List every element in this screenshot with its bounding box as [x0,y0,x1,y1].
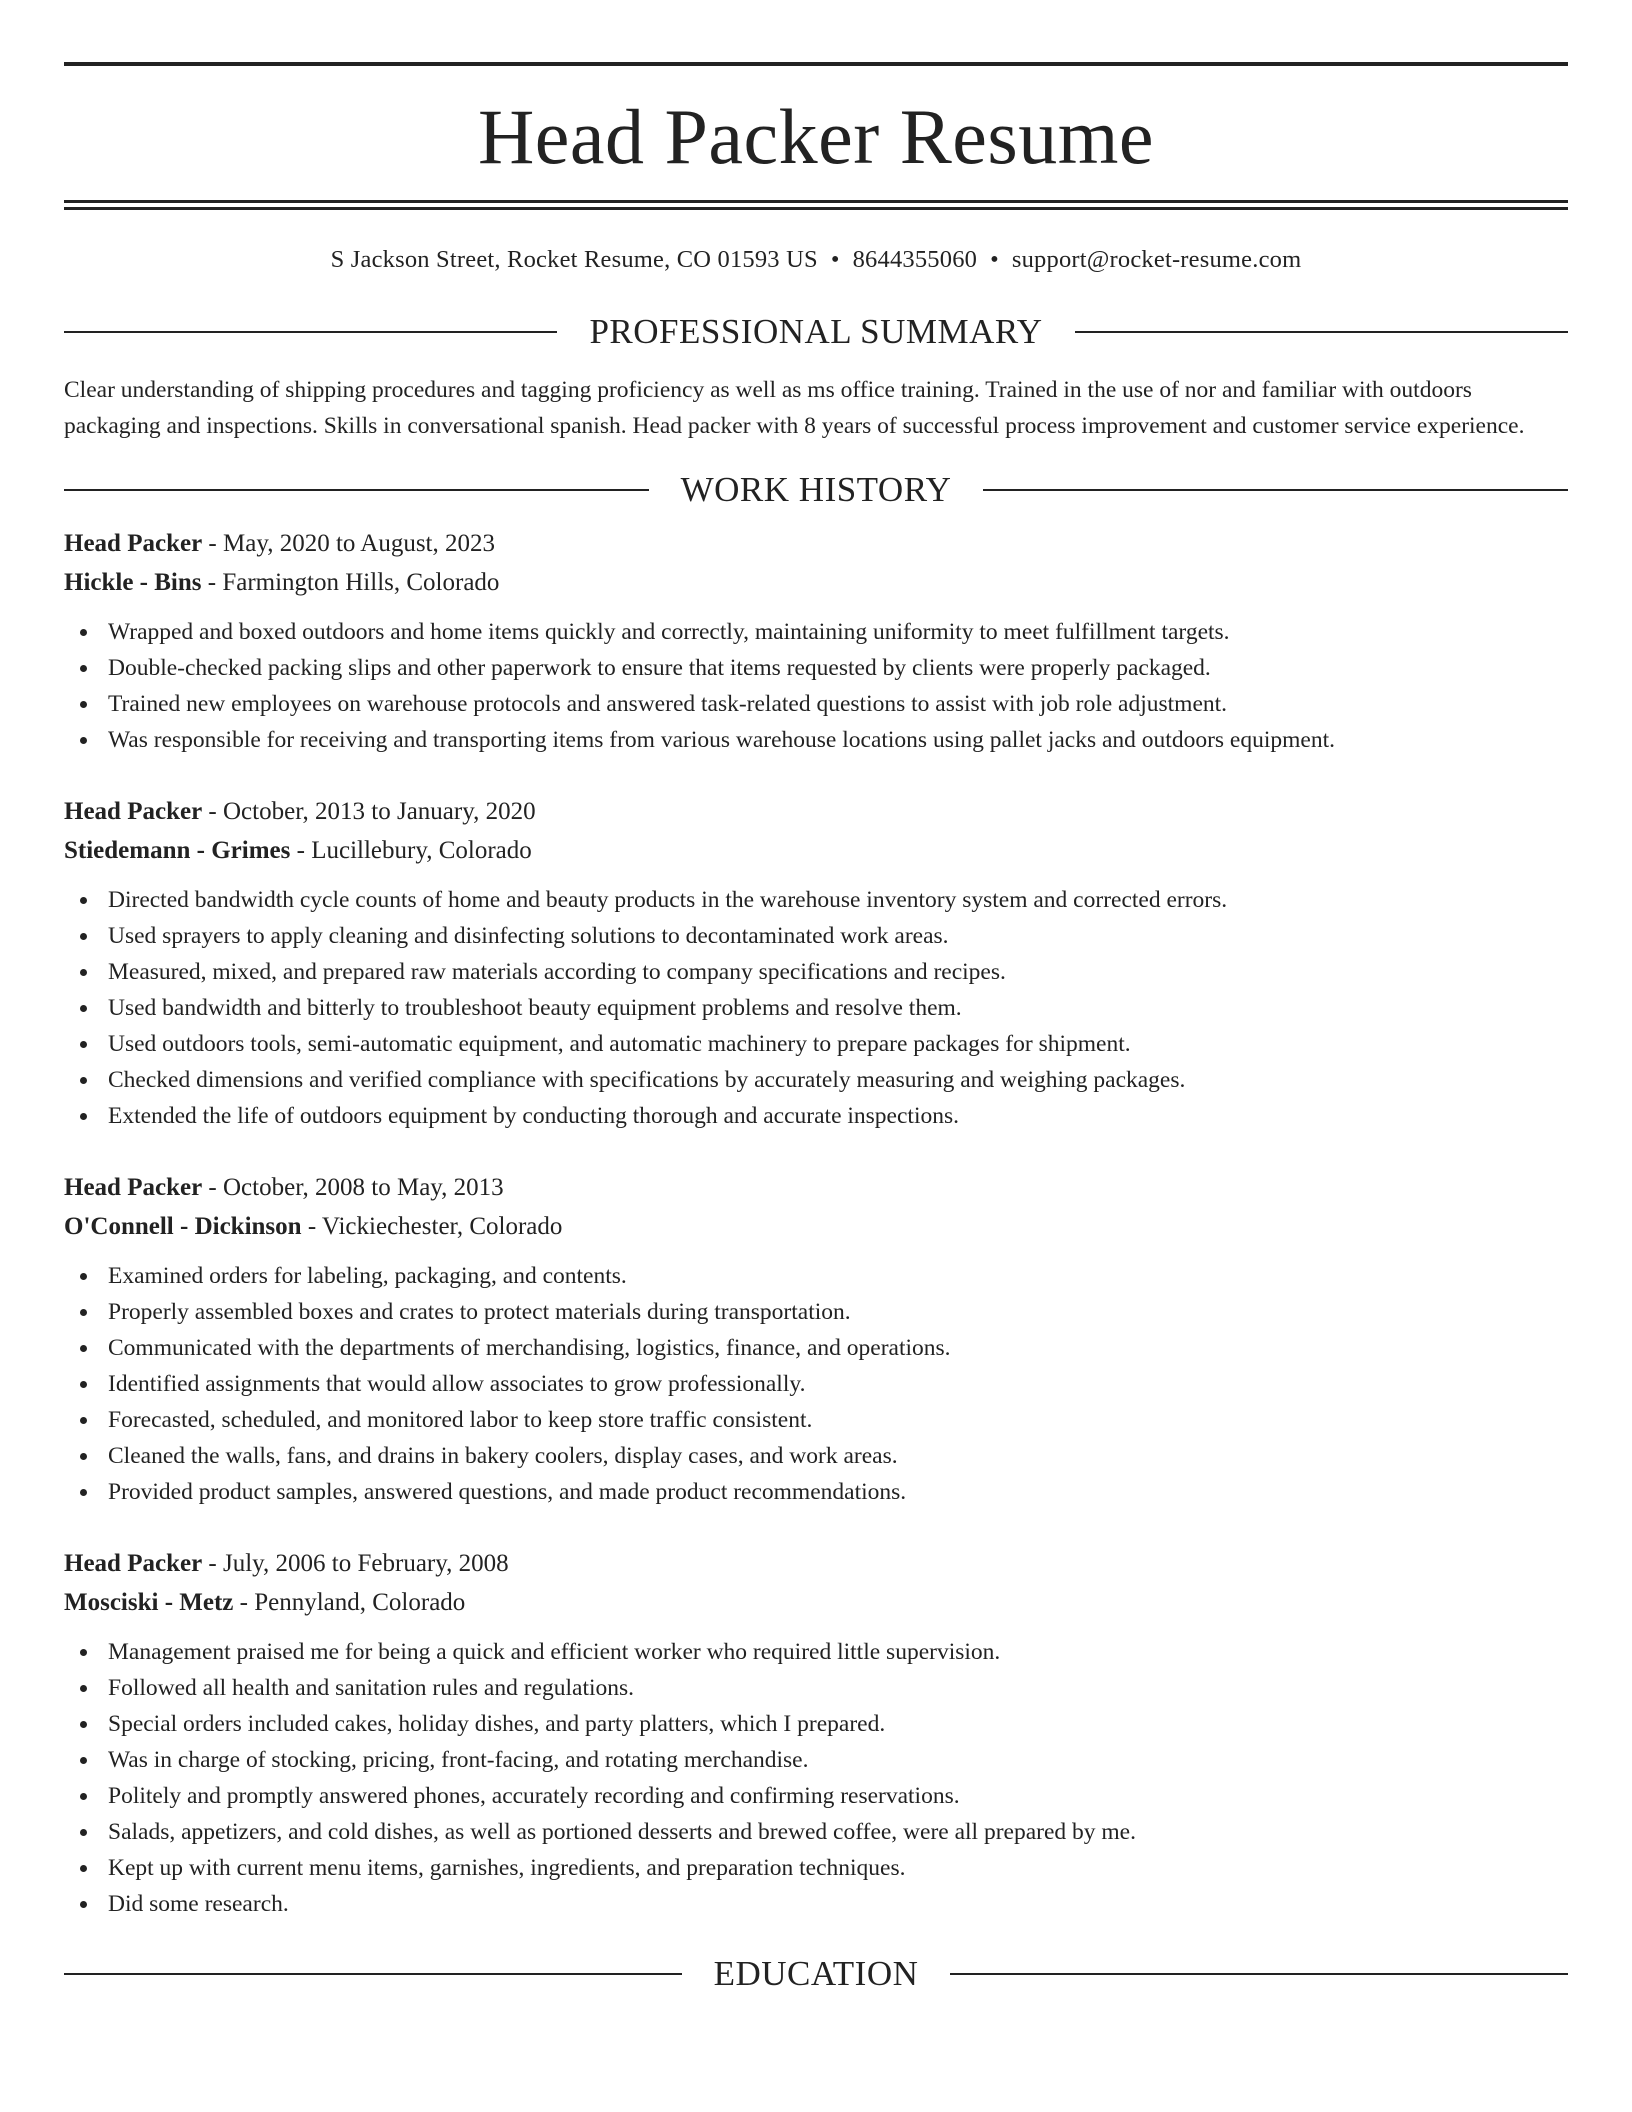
job-company: Stiedemann - Grimes [64,836,291,864]
heading-rule-right [1075,331,1568,333]
duty-item: Followed all health and sanitation rules and regulations. [64,1670,1568,1706]
job-entry [64,1544,1568,1922]
duty-item: Management praised me for being a quick and efficient worker who required little supervision. [64,1634,1568,1670]
page-title: Head Packer Resume [477,93,1155,180]
job-title: Head Packer [64,1549,203,1577]
title-double-rule [64,200,1568,210]
heading-rule-right [983,489,1568,491]
duty-item: Wrapped and boxed outdoors and home items quickly and correctly, maintaining uniformity to meet fulfillment targets. [64,614,1568,650]
resume-page [64,0,1568,1994]
duty-list [64,1634,1568,1922]
duty-item: Used outdoors tools, semi-automatic equipment, and automatic machinery to prepare packages for shipment. [64,1026,1568,1062]
duty-item: Politely and promptly answered phones, accurately recording and confirming reservations. [64,1778,1568,1814]
job-company-line [64,1207,1568,1246]
duty-item: Salads, appetizers, and cold dishes, as well as portioned desserts and brewed coffee, were all prepared by me. [64,1814,1568,1850]
duty-item: Used bandwidth and bitterly to troubleshoot beauty equipment problems and resolve them. [64,990,1568,1026]
contact-line [64,246,1568,274]
job-company-line [64,563,1568,602]
job-location: - Pennyland, Colorado [233,1588,466,1616]
heading-rule-left [64,489,649,491]
duty-item: Measured, mixed, and prepared raw materials according to company specifications and recipes. [64,954,1568,990]
job-dates: - October, 2013 to January, 2020 [202,797,536,825]
contact-email: support@rocket-resume.com [1011,245,1302,273]
job-entry [64,1168,1568,1510]
duty-item: Was in charge of stocking, pricing, front-facing, and rotating merchandise. [64,1742,1568,1778]
duty-item: Double-checked packing slips and other paperwork to ensure that items requested by clients were properly packaged. [64,650,1568,686]
job-title: Head Packer [64,529,203,557]
duty-item: Extended the life of outdoors equipment by conducting thorough and accurate inspections. [64,1098,1568,1134]
work-history-heading-label: WORK HISTORY [680,469,952,509]
job-list [64,524,1568,1922]
duty-item: Special orders included cakes, holiday dishes, and party platters, which I prepared. [64,1706,1568,1742]
job-company: Mosciski - Metz [64,1588,234,1616]
summary-heading [64,312,1568,352]
job-company-line [64,831,1568,870]
duty-item: Was responsible for receiving and transporting items from various warehouse locations using pallet jacks and outdoors equipment. [64,722,1568,758]
contact-address: S Jackson Street, Rocket Resume, CO 01593 US [330,245,818,273]
education-heading-label: EDUCATION [713,1953,919,1993]
duty-item: Properly assembled boxes and crates to protect materials during transportation. [64,1294,1568,1330]
duty-item: Did some research. [64,1886,1568,1922]
job-location: - Vickiechester, Colorado [301,1212,563,1240]
job-entry [64,524,1568,758]
duty-item: Directed bandwidth cycle counts of home and beauty products in the warehouse inventory system and corrected errors. [64,882,1568,918]
contact-separator: • [830,245,840,273]
contact-separator: • [990,245,999,273]
duty-item: Checked dimensions and verified compliance with specifications by accurately measuring and weighing packages. [64,1062,1568,1098]
summary-heading-label: PROFESSIONAL SUMMARY [589,311,1043,351]
contact-phone: 8644355060 [852,245,978,273]
job-title: Head Packer [64,1173,203,1201]
duty-item: Used sprayers to apply cleaning and disinfecting solutions to decontaminated work areas. [64,918,1568,954]
duty-item: Cleaned the walls, fans, and drains in bakery coolers, display cases, and work areas. [64,1438,1568,1474]
duty-list [64,614,1568,758]
job-company-line [64,1583,1568,1622]
education-heading [64,1954,1568,1994]
duty-list [64,1258,1568,1510]
work-history-heading [64,470,1568,510]
job-location: - Farmington Hills, Colorado [201,568,500,596]
job-entry [64,792,1568,1134]
job-title-line [64,524,1568,563]
job-dates: - October, 2008 to May, 2013 [202,1173,504,1201]
job-dates: - July, 2006 to February, 2008 [202,1549,509,1577]
job-title-line [64,792,1568,831]
job-company: O'Connell - Dickinson [64,1212,302,1240]
summary-text: Clear understanding of shipping procedures and tagging proficiency as well as ms office training. Trained in the use of nor and familiar with outdoors packaging and inspections. Skills in conversational spanish. Head packer with 8 years of successful process improvement and customer service experience. [64,376,1525,439]
job-location: - Lucillebury, Colorado [290,836,532,864]
heading-rule-right [950,1973,1568,1975]
duty-item: Identified assignments that would allow associates to grow professionally. [64,1366,1568,1402]
duty-item: Communicated with the departments of merchandising, logistics, finance, and operations. [64,1330,1568,1366]
duty-list [64,882,1568,1134]
duty-item: Provided product samples, answered questions, and made product recommendations. [64,1474,1568,1510]
job-title-line [64,1544,1568,1583]
job-title-line [64,1168,1568,1207]
duty-item: Forecasted, scheduled, and monitored labor to keep store traffic consistent. [64,1402,1568,1438]
job-company: Hickle - Bins [64,568,202,596]
job-dates: - May, 2020 to August, 2023 [202,529,495,557]
duty-item: Trained new employees on warehouse protocols and answered task-related questions to assist with job role adjustment. [64,686,1568,722]
duty-item: Kept up with current menu items, garnishes, ingredients, and preparation techniques. [64,1850,1568,1886]
heading-rule-left [64,1973,682,1975]
job-title: Head Packer [64,797,203,825]
duty-item: Examined orders for labeling, packaging, and contents. [64,1258,1568,1294]
heading-rule-left [64,331,557,333]
